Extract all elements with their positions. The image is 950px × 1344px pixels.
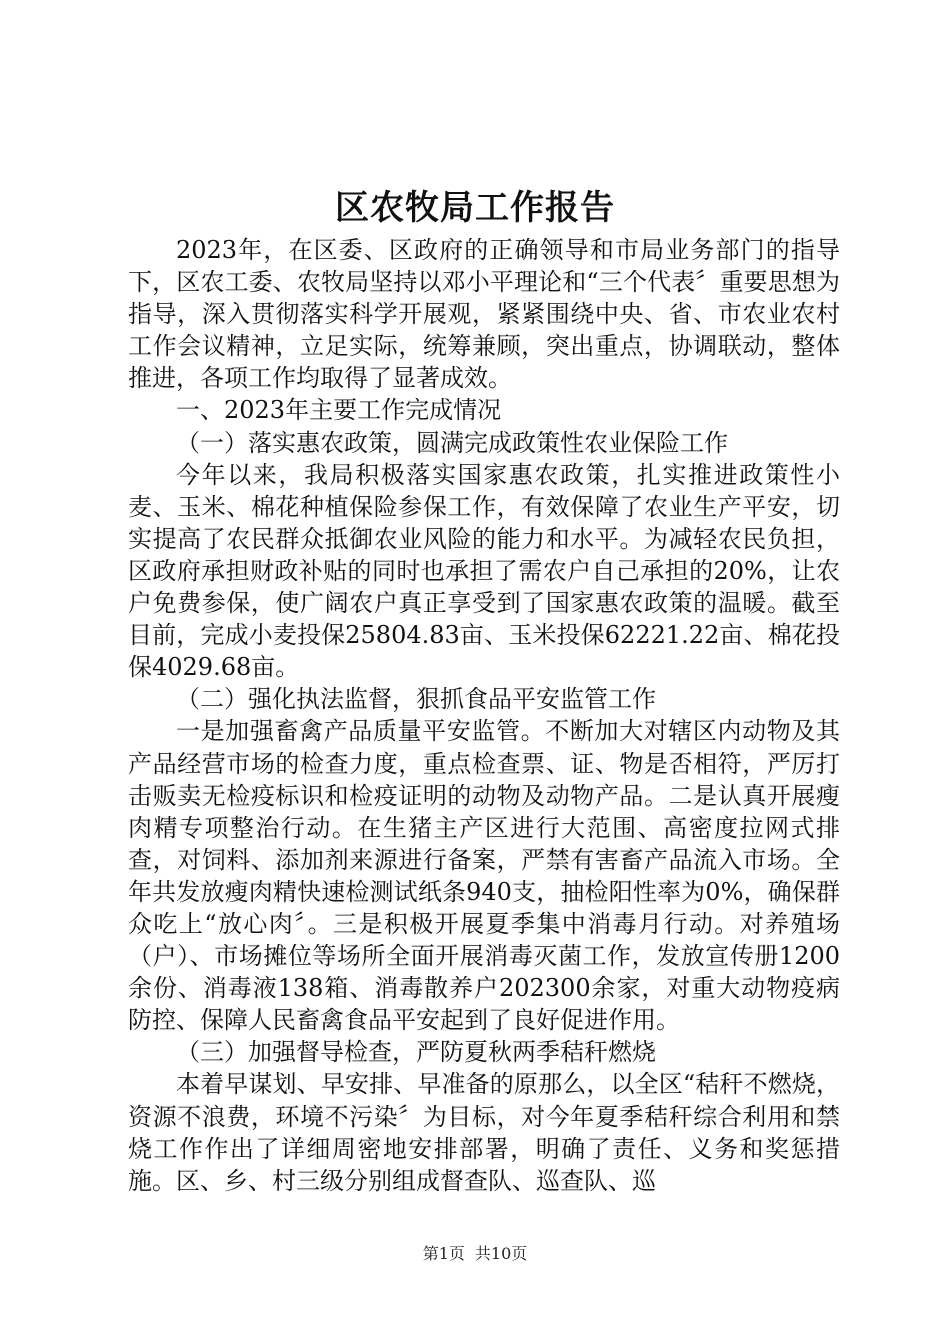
subsection-heading-2: （二）强化执法监督，狠抓食品平安监管工作	[176, 685, 656, 714]
subsection-paragraph-2: 一是加强畜禽产品质量平安监管。不断加大对辖区内动物及其产品经营市场的检查力度，重点检查票、证、物是否相符，严厉打击贩卖无检疫标识和检疫证明的动物及动物产品。二是认真开展瘦肉精专项整治行动。在生猪主产区进行大范围、高密度拉网式排查，对饲料、添加剂来源进行备案，严禁有害畜产品流入市场。全年共发放瘦肉精快速检测试纸条940支，抽检阳性率为0%，确保群众吃上“放心肉〞。三是积极开展夏季集中消毒月行动。对养殖场（户）、市场摊位等场所全面开展消毒灭菌工作，发放宣传册1200余份、消毒液138箱、消毒散养户202300余家，对重大动物疫病防控、保障人民畜禽食品平安起到了良好促进作用。	[128, 717, 840, 1035]
document-title: 区农牧局工作报告	[335, 188, 615, 228]
subsection-heading-3: （三）加强督导检查，严防夏秋两季秸秆燃烧	[176, 1038, 656, 1067]
section-heading-1: 一、2023年主要工作完成情况	[176, 396, 502, 425]
subsection-paragraph-3: 本着早谋划、早安排、早准备的原那么，以全区“秸秆不燃烧，资源不浪费，环境不污染〞为目标，对今年夏季秸秆综合利用和禁烧工作作出了详细周密地安排部署，明确了责任、义务和奖惩措施。区、乡、村三级分别组成督查队、巡查队、巡	[128, 1070, 840, 1195]
intro-paragraph: 2023年，在区委、区政府的正确领导和市局业务部门的指导下，区农工委、农牧局坚持以邓小平理论和“三个代表〞重要思想为指导，深入贯彻落实科学开展观，紧紧围绕中央、省、市农业农村工作会议精神，立足实际，统筹兼顾，突出重点，协调联动，整体推进，各项工作均取得了显著成效。	[128, 236, 840, 393]
subsection-heading-1: （一）落实惠农政策，圆满完成政策性农业保险工作	[176, 428, 728, 457]
subsection-paragraph-1: 今年以来，我局积极落实国家惠农政策，扎实推进政策性小麦、玉米、棉花种植保险参保工作，有效保障了农业生产平安，切实提高了农民群众抵御农业风险的能力和水平。为减轻农民负担，区政府承担财政补贴的同时也承担了需农户自己承担的20%，让农户免费参保，使广阔农户真正享受到了国家惠农政策的温暖。截至目前，完成小麦投保25804.83亩、玉米投保62221.22亩、棉花投保4029.68亩。	[128, 460, 840, 682]
document-body	[128, 234, 840, 1197]
page-footer	[0, 1242, 950, 1266]
page-total: 共10页	[474, 1244, 528, 1263]
page-number: 第1页	[422, 1244, 465, 1263]
